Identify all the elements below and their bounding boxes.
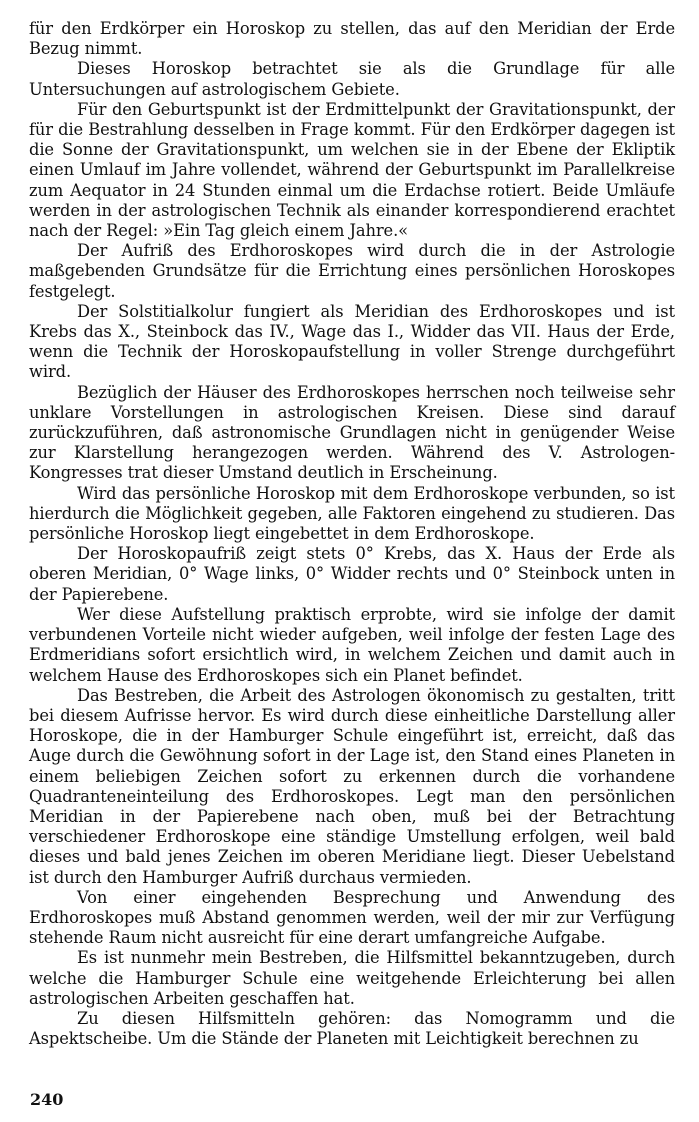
paragraph-13: Zu diesen Hilfsmitteln gehören: das Nomogramm und die Aspektscheibe. Um die Stände der Planeten mit Leichtigkeit berechnen zu — [29, 1008, 675, 1049]
paragraph-3: Für den Geburtspunkt ist der Erdmittelpunkt der Gravitationspunkt, der für die Bestrahlung desselben in Frage kommt. Für den Erdkörper dagegen ist die Sonne der Gravitationspunkt, um welchen sie in der Ebene der Ekliptik einen Umlauf im Jahre vollendet, während der Geburtspunkt im Parallelkreise zum Aequator in 24 Stunden einmal um die Erdachse rotiert. Beide Umläufe werden in der astrologischen Technik als einander korrespondierend erachtet nach der Regel: »Ein Tag gleich einem Jahre.« — [29, 99, 675, 241]
page-number: 240 — [30, 1090, 64, 1109]
paragraph-4: Der Aufriß des Erdhoroskopes wird durch die in der Astrologie maßgebenden Grundsätze für die Errichtung eines persönlichen Horoskopes festgelegt. — [29, 241, 675, 301]
paragraph-8: Der Horoskopaufriß zeigt stets 0° Krebs, das X. Haus der Erde als oberen Meridian, 0° Wage links, 0° Widder rechts und 0° Steinbock unten in der Papierebene. — [29, 544, 675, 604]
paragraph-5: Der Solstitialkolur fungiert als Meridian des Erdhoroskopes und ist Krebs das X., Steinbock das IV., Wage das I., Widder das VII. Haus der Erde, wenn die Technik der Horoskopaufstellung in voller Strenge durchgeführt wird. — [29, 301, 675, 382]
paragraph-11: Von einer eingehenden Besprechung und Anwendung des Erdhoroskopes muß Abstand genommen werden, weil der mir zur Verfügung stehende Raum nicht ausreicht für eine derart umfangreiche Aufgabe. — [29, 887, 675, 948]
paragraph-10: Das Bestreben, die Arbeit des Astrologen ökonomisch zu gestalten, tritt bei diesem Aufrisse hervor. Es wird durch diese einheitliche Darstellung aller Horoskope, die in der Hamburger Schule eingeführt ist, erreicht, daß das Auge durch die Gewöhnung sofort in der Lage ist, den Stand eines Planeten in einem beliebigen Zeichen sofort zu erkennen durch die vorhandene Quadranteneinteilung des Erdhoroskopes. Legt man den persönlichen Meridian in der Papierebene nach oben, muß bei der Betrachtung verschiedener Erdhoroskope eine ständige Umstellung erfolgen, weil bald dieses und bald jenes Zeichen im oberen Meridiane liegt. Dieser Uebelstand ist durch den Hamburger Aufriß durchaus vermieden. — [29, 685, 675, 887]
body-text — [29, 19, 675, 1049]
paragraph-6: Bezüglich der Häuser des Erdhoroskopes herrschen noch teilweise sehr unklare Vorstellungen in astrologischen Kreisen. Diese sind darauf zurückzuführen, daß astronomische Grundlagen nicht in genügender Weise zur Klarstellung herangezogen werden. Während des V. Astrologen-Kongresses trat dieser Umstand deutlich in Erscheinung. — [29, 382, 675, 483]
paragraph-1: für den Erdkörper ein Horoskop zu stellen, das auf den Meridian der Erde Bezug nimmt. — [29, 19, 675, 59]
paragraph-2: Dieses Horoskop betrachtet sie als die Grundlage für alle Untersuchungen auf astrologischem Gebiete. — [29, 59, 675, 99]
paragraph-12: Es ist nunmehr mein Bestreben, die Hilfsmittel bekanntzugeben, durch welche die Hamburger Schule eine weitgehende Erleichterung bei allen astrologischen Arbeiten geschaffen hat. — [29, 948, 675, 1008]
paragraph-7: Wird das persönliche Horoskop mit dem Erdhoroskope verbunden, so ist hierdurch die Möglichkeit gegeben, alle Faktoren eingehend zu studieren. Das persönliche Horoskop liegt eingebettet in dem Erdhoroskope. — [29, 483, 675, 544]
paragraph-9: Wer diese Aufstellung praktisch erprobte, wird sie infolge der damit verbundenen Vorteile nicht wieder aufgeben, weil infolge der festen Lage des Erdmeridians sofort ersichtlich wird, in welchem Zeichen und damit auch in welchem Hause des Erdhoroskopes sich ein Planet befindet. — [29, 604, 675, 685]
